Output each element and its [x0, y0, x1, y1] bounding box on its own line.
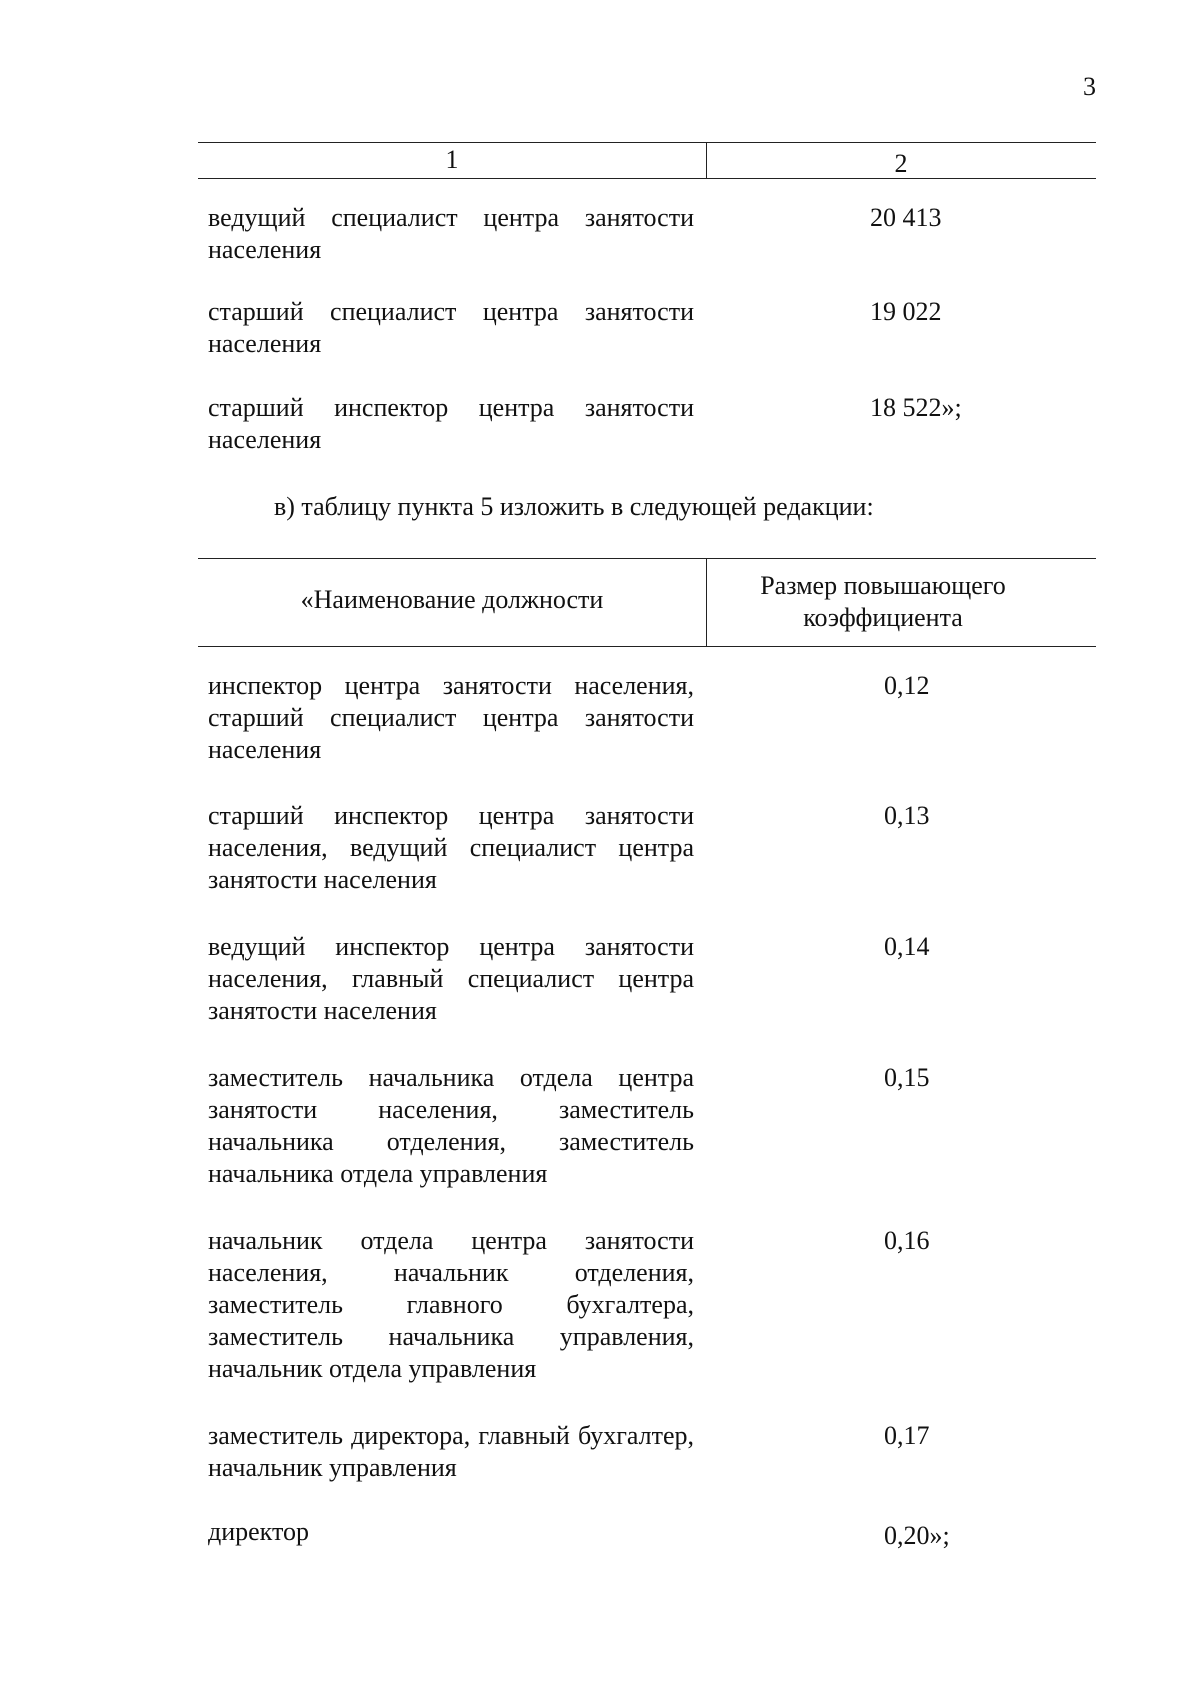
table-column-divider: [706, 558, 707, 647]
table-header-col-2: 2: [894, 149, 908, 178]
coefficient-value: 0,16: [884, 1226, 930, 1255]
position-name: старший специалист центра занятости населения: [208, 297, 694, 358]
position-name: ведущий специалист центра занятости населения: [208, 203, 694, 264]
position-name: старший инспектор центра занятости населения: [208, 393, 694, 454]
salary-value: 20 413: [870, 203, 942, 232]
instruction-paragraph: в) таблицу пункта 5 изложить в следующей редакции:: [274, 492, 874, 521]
table-header-rule: [198, 646, 1096, 647]
table-header-coefficient: Размер повышающего коэффициента: [760, 571, 1006, 632]
coefficient-value: 0,13: [884, 801, 930, 830]
position-name: начальник отдела центра занятости населения, начальник отделения, заместитель главного бухгалтера, заместитель начальника управления, начальник отдела управления: [208, 1226, 694, 1383]
coefficient-value: 0,17: [884, 1421, 930, 1450]
salary-table: [198, 140, 1096, 470]
position-name: заместитель директора, главный бухгалтер, начальник управления: [208, 1421, 694, 1482]
table-top-rule: [198, 142, 1096, 143]
table-header-position: «Наименование должности: [300, 585, 604, 614]
coefficient-table: [198, 556, 1096, 1596]
coefficient-value: 0,20»;: [884, 1521, 950, 1550]
table-top-rule: [198, 558, 1096, 559]
coefficient-value: 0,12: [884, 671, 930, 700]
coefficient-value: 0,15: [884, 1063, 930, 1092]
coefficient-value: 0,14: [884, 932, 930, 961]
position-name: ведущий инспектор центра занятости населения, главный специалист центра занятости населения: [208, 932, 694, 1025]
position-name: старший инспектор центра занятости населения, ведущий специалист центра занятости населения: [208, 801, 694, 894]
page-number: 3: [1083, 72, 1096, 101]
position-name: инспектор центра занятости населения, старший специалист центра занятости населения: [208, 671, 694, 764]
position-name: заместитель начальника отдела центра занятости населения, заместитель начальника отделения, заместитель начальника отдела управления: [208, 1063, 694, 1188]
position-name: директор: [208, 1517, 309, 1546]
salary-value: 19 022: [870, 297, 942, 326]
salary-value: 18 522»;: [870, 393, 962, 422]
table-header-col-1: 1: [445, 145, 459, 174]
